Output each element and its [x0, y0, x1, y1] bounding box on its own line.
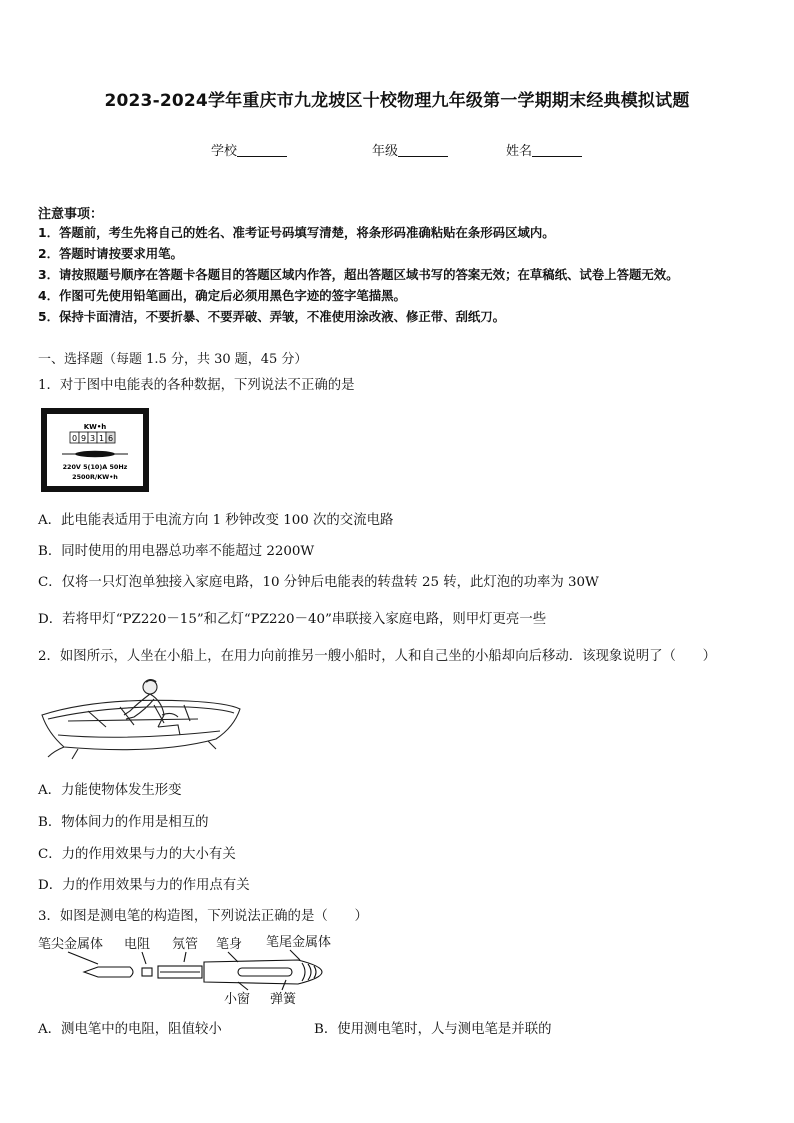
q2-option-a[interactable]: A．力能使物体发生形变 — [38, 783, 182, 798]
test-pen-icon — [68, 950, 322, 990]
meter-digit: 0 — [71, 434, 78, 443]
name-field — [506, 140, 582, 159]
name-label: 姓名 — [506, 144, 533, 159]
meter-spec: 220V 5(10)A 50Hz — [62, 463, 128, 471]
meter-rate: 2500R/KW•h — [72, 473, 118, 481]
q1-option-a[interactable]: A．此电能表适用于电流方向 1 秒钟改变 100 次的交流电路 — [38, 513, 394, 528]
label-resistor: 电阻 — [124, 937, 151, 952]
q3-option-a[interactable]: A．测电笔中的电阻，阻值较小 — [38, 1022, 222, 1037]
meter-digits — [70, 432, 115, 443]
label-tip: 笔尖金属体 — [38, 937, 104, 952]
label-tail: 笔尾金属体 — [266, 935, 332, 950]
note-item: 4．作图可先使用铅笔画出，确定后必须用黑色字迹的签字笔描黑。 — [38, 288, 406, 303]
label-window: 小窗 — [224, 992, 251, 1007]
q2-option-c[interactable]: C．力的作用效果与力的大小有关 — [38, 847, 236, 862]
q1-option-d[interactable]: D．若将甲灯“PZ220－15”和乙灯“PZ220－40”串联接入家庭电路，则甲灯更亮一些 — [38, 612, 547, 627]
q1-stem: 1．对于图中电能表的各种数据，下列说法不正确的是 — [38, 378, 355, 393]
note-item: 1．答题前，考生先将自己的姓名、准考证号码填写清楚，将条形码准确粘贴在条形码区域内。 — [38, 225, 555, 240]
q1-option-c[interactable]: C．仅将一只灯泡单独接入家庭电路，10 分钟后电能表的转盘转 25 转，此灯泡的功率为 30W — [38, 575, 599, 590]
label-neon: 氖管 — [172, 937, 199, 952]
q2-option-d[interactable]: D．力的作用效果与力的作用点有关 — [38, 878, 250, 893]
section-heading: 一、选择题（每题 1.5 分，共 30 题，45 分） — [38, 352, 308, 367]
note-item: 3．请按照题号顺序在答题卡各题目的答题区域内作答，超出答题区域书写的答案无效；在草稿纸、试卷上答题无效。 — [38, 267, 679, 282]
meter-digit: 6 — [107, 434, 114, 443]
note-item: 2．答题时请按要求用笔。 — [38, 246, 183, 261]
energy-meter-figure — [40, 407, 150, 493]
note-item: 5．保持卡面清洁，不要折暴、不要弄破、弄皱，不准使用涂改液、修正带、刮纸刀。 — [38, 309, 506, 324]
q1-option-b[interactable]: B．同时使用的用电器总功率不能超过 2200W — [38, 544, 315, 559]
q3-option-b[interactable]: B．使用测电笔时，人与测电笔是并联的 — [314, 1022, 552, 1037]
school-blank[interactable] — [237, 144, 287, 157]
meter-digit: 9 — [80, 434, 87, 443]
boat-icon — [42, 700, 240, 759]
label-body: 笔身 — [216, 937, 243, 952]
label-spring: 弹簧 — [270, 992, 297, 1007]
notes-heading: 注意事项： — [38, 207, 104, 222]
meter-unit: KW•h — [83, 423, 107, 431]
grade-field — [372, 140, 448, 159]
meter-digit: 3 — [89, 434, 96, 443]
exam-title: 2023-2024学年重庆市九龙坡区十校物理九年级第一学期期末经典模拟试题 — [104, 91, 690, 111]
q2-option-b[interactable]: B．物体间力的作用是相互的 — [38, 815, 209, 830]
grade-label: 年级 — [372, 144, 399, 159]
grade-blank[interactable] — [398, 144, 448, 157]
q2-stem: 2．如图所示，人坐在小船上，在用力向前推另一艘小船时，人和自己坐的小船却向后移动．该现象说明了（ ） — [38, 649, 717, 664]
q3-stem: 3．如图是测电笔的构造图，下列说法正确的是（ ） — [38, 909, 368, 924]
school-field — [211, 140, 287, 159]
school-label: 学校 — [211, 144, 238, 159]
name-blank[interactable] — [532, 144, 582, 157]
test-pen-figure — [38, 930, 348, 1010]
meter-digit: 1 — [98, 434, 105, 443]
boat-figure — [38, 675, 244, 765]
